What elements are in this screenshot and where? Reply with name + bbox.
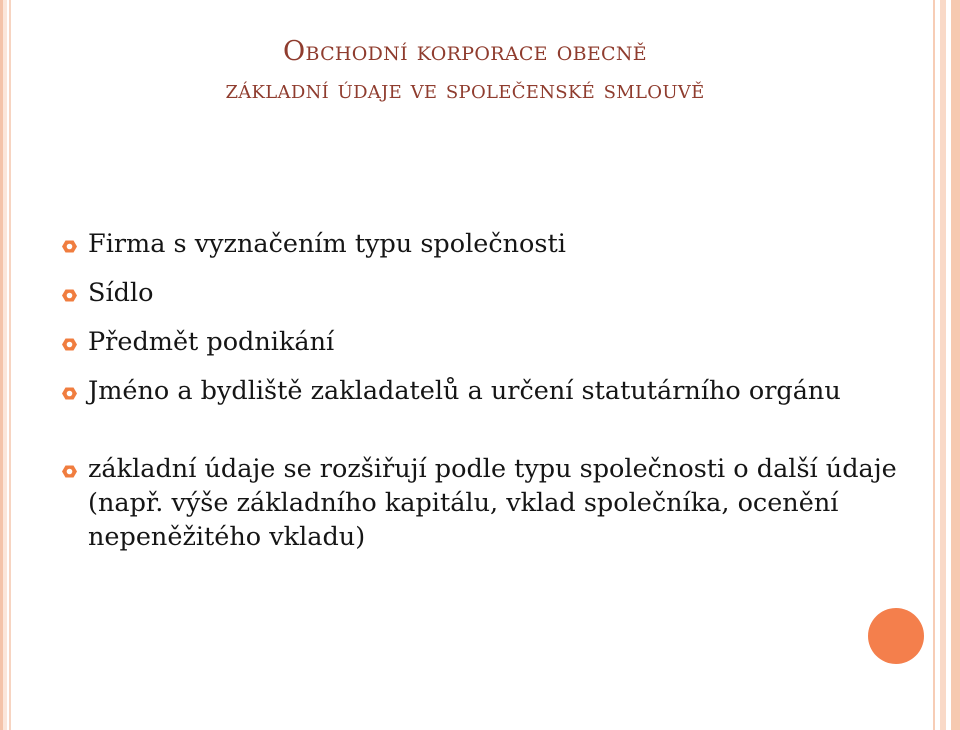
bullet-text: základní údaje se rozšiřují podle typu společnosti o další údaje (např. výše základního kapitálu, vklad společníka, ocenění nepeněžitého vkladu) xyxy=(88,454,897,552)
hollow-bullet-icon xyxy=(61,386,78,401)
hollow-bullet-icon xyxy=(61,239,78,254)
slide-title xyxy=(0,38,930,103)
title-line-2: základní údaje ve společenské smlouvě xyxy=(225,75,705,105)
bullet-item xyxy=(60,452,910,554)
bullet-item xyxy=(60,325,910,359)
bullet-text: Firma s vyznačením typu společnosti xyxy=(88,229,566,259)
bullet-text: Předmět podnikání xyxy=(88,327,335,357)
bullet-list xyxy=(60,227,910,569)
hollow-bullet-icon xyxy=(61,288,78,303)
bullet-text: Jméno a bydliště zakladatelů a určení statutárního orgánu xyxy=(88,376,841,406)
decorative-circle xyxy=(868,608,924,664)
bullet-item xyxy=(60,374,910,408)
bullet-text: Sídlo xyxy=(88,278,154,308)
bullet-item xyxy=(60,227,910,261)
bullet-item xyxy=(60,276,910,310)
title-line-1: Obchodní korporace obecně xyxy=(283,36,647,67)
left-border-decoration xyxy=(0,0,11,730)
right-border-decoration xyxy=(930,0,960,730)
hollow-bullet-icon xyxy=(61,337,78,352)
hollow-bullet-icon xyxy=(61,464,78,479)
